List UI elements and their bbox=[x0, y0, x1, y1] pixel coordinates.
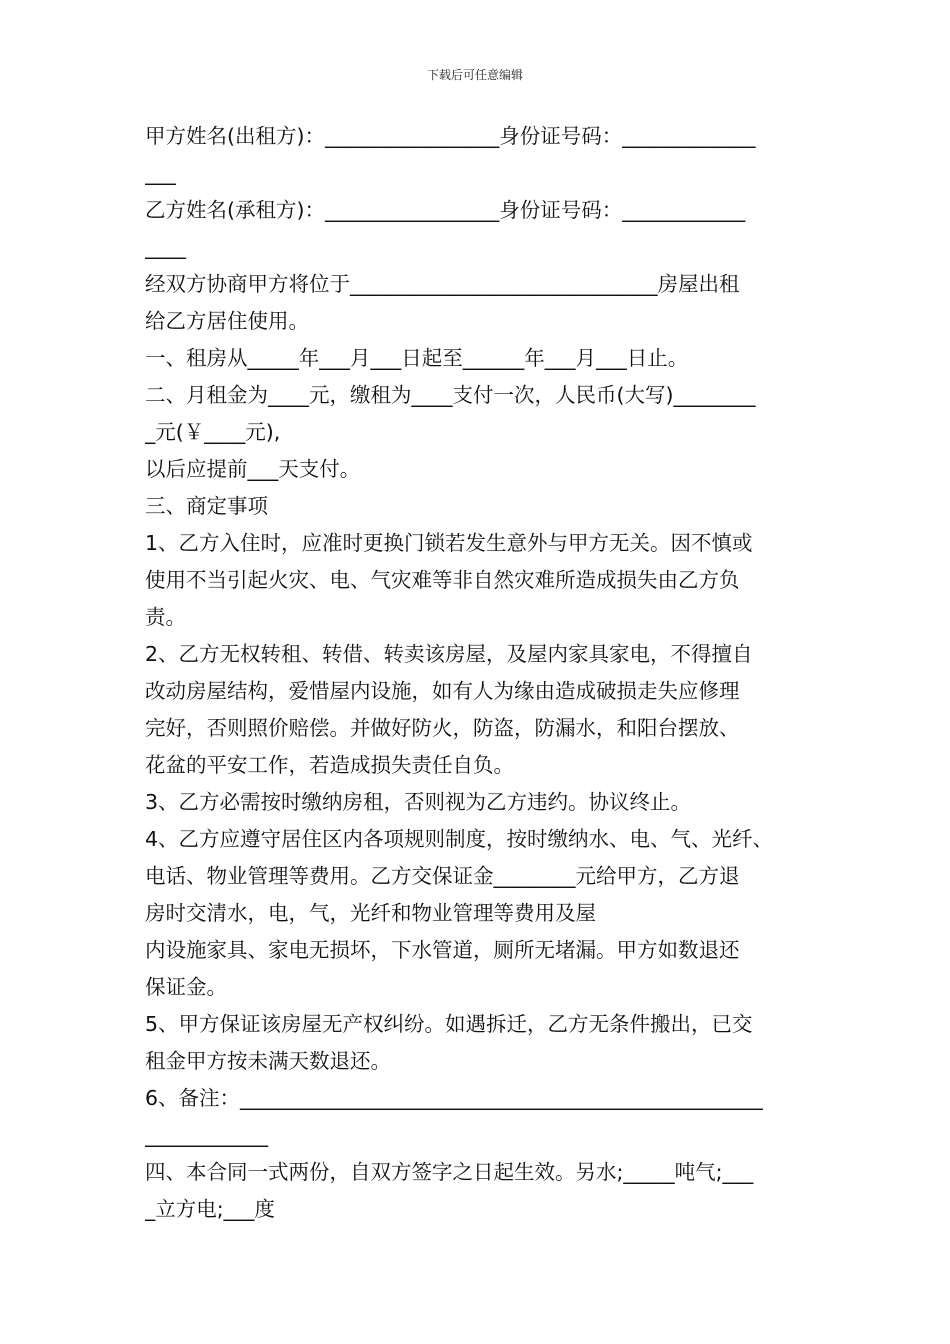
landlord-name-line: 甲方姓名(出租方)：_________________身份证号码：_____________ bbox=[145, 124, 756, 148]
clause-4-line-1: 四、本合同一式两份，自双方签字之日起生效。另水;_____吨气;___ bbox=[145, 1160, 754, 1184]
tenant-id-continuation: ____ bbox=[145, 235, 186, 259]
item-2-line-1: 2、乙方无权转租、转借、转卖该房屋，及屋内家具家电，不得擅自 bbox=[145, 642, 753, 666]
item-2-line-3: 完好，否则照价赔偿。并做好防火，防盗，防漏水，和阳台摆放、 bbox=[145, 716, 740, 740]
item-5-line-2: 租金甲方按未满天数退还。 bbox=[145, 1049, 391, 1073]
item-6-remarks-line: 6、备注：___________________________________________________ bbox=[145, 1086, 763, 1110]
clause-3-heading: 三、商定事项 bbox=[145, 494, 268, 518]
contract-body bbox=[145, 118, 810, 1228]
property-usage-line: 给乙方居住使用。 bbox=[145, 309, 309, 333]
item-1-line-1: 1、乙方入住时，应准时更换门锁若发生意外与甲方无关。因不慎或 bbox=[145, 531, 753, 555]
item-4-line-5: 保证金。 bbox=[145, 975, 227, 999]
item-1-line-2: 使用不当引起火灾、电、气灾难等非自然灾难所造成损失由乙方负 bbox=[145, 568, 740, 592]
clause-2-rent: 二、月租金为____元，缴租为____支付一次，人民币(大写)________ bbox=[145, 383, 756, 407]
item-4-line-2: 电话、物业管理等费用。乙方交保证金________元给甲方，乙方退 bbox=[145, 864, 740, 888]
item-4-line-1: 4、乙方应遵守居住区内各项规则制度，按时缴纳水、电、气、光纤、 bbox=[145, 827, 774, 851]
landlord-id-continuation: ___ bbox=[145, 161, 176, 185]
item-4-line-4: 内设施家具、家电无损坏，下水管道，厕所无堵漏。甲方如数退还 bbox=[145, 938, 740, 962]
property-location-line: 经双方协商甲方将位于______________________________房屋出租 bbox=[145, 272, 740, 296]
item-3-line-1: 3、乙方必需按时缴纳房租，否则视为乙方违约。协议终止。 bbox=[145, 790, 692, 814]
item-4-line-3: 房时交清水，电，气，光纤和物业管理等费用及屋 bbox=[145, 901, 596, 925]
clause-4-line-2: _立方电;___度 bbox=[145, 1197, 275, 1221]
item-6-remarks-continuation: ____________ bbox=[145, 1123, 268, 1147]
item-2-line-4: 花盆的平安工作，若造成损失责任自负。 bbox=[145, 753, 514, 777]
item-2-line-2: 改动房屋结构，爱惜屋内设施，如有人为缘由造成破损走失应修理 bbox=[145, 679, 740, 703]
page-header-note: 下载后可任意编辑 bbox=[426, 68, 523, 82]
item-5-line-1: 5、甲方保证该房屋无产权纠纷。如遇拆迁，乙方无条件搬出，已交 bbox=[145, 1012, 753, 1036]
clause-2-rent-amount: _元(￥____元), bbox=[145, 420, 281, 444]
clause-1-term: 一、租房从_____年___月___日起至______年___月___日止。 bbox=[145, 346, 689, 370]
item-1-line-3: 责。 bbox=[145, 605, 186, 629]
clause-2-payment-advance: 以后应提前___天支付。 bbox=[145, 457, 361, 481]
tenant-name-line: 乙方姓名(承租方)：_________________身份证号码：____________ bbox=[145, 198, 746, 222]
